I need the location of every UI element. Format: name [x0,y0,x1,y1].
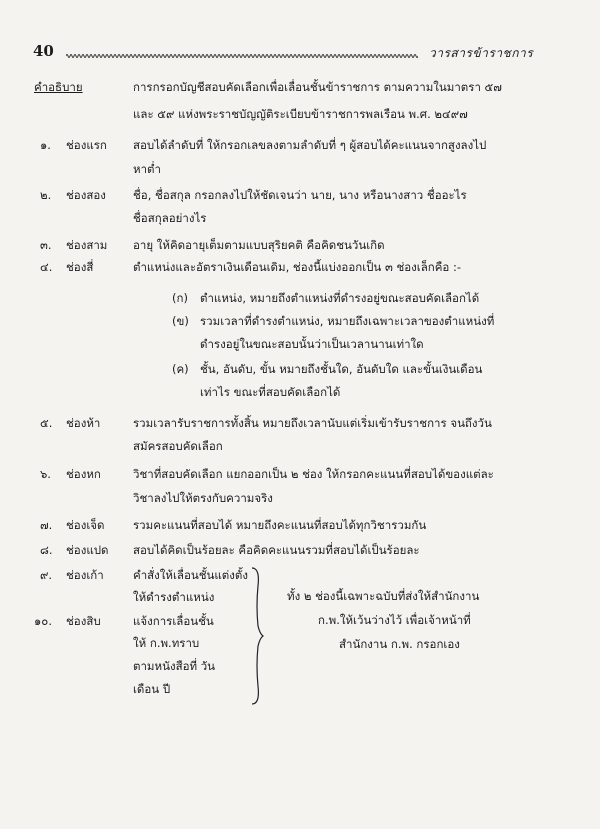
item-label: ช่องห้า [66,416,101,430]
item-label: ช่องเจ็ด [66,518,105,532]
note-line-1: ทั้ง ๒ ช่องนี้เฉพาะฉบับที่ส่งให้สำนักงาน [287,589,480,603]
item-text: แจ้งการเลื่อนชั้น [133,614,214,628]
item-text: สอบได้คิดเป็นร้อยละ คือคิดคะแนนรวมที่สอบได้เป็นร้อยละ [133,543,420,557]
item-number: ๗. [40,518,53,532]
item-label: ช่องสอง [66,188,106,202]
note-line-3: สำนักงาน ก.พ. กรอกเอง [339,637,460,651]
note-line-2: ก.พ.ให้เว้นว่างไว้ เพื่อเจ้าหน้าที่ [318,613,471,627]
item-text: ชื่อ, ชื่อสกุล กรอกลงไปให้ชัดเจนว่า นาย, นาง หรือนางสาว ชื่ออะไร [133,188,467,202]
item-text: ให้ดำรงตำแหน่ง [133,590,215,604]
item-label: ช่องสี่ [66,260,94,274]
item-label: ช่องสาม [66,238,108,252]
item-label: ช่องแปด [66,543,109,557]
explanation-line-1: การกรอกบัญชีสอบคัดเลือกเพื่อเลื่อนชั้นข้าราชการ ตามความในมาตรา ๕๗ [133,80,502,94]
item-text: สมัครสอบคัดเลือก [133,439,223,453]
item-number: ๔. [40,260,53,274]
item-number: ๑. [40,138,51,152]
header-rule [66,53,418,59]
item-label: ช่องหก [66,467,101,481]
item-text: ชื่อสกุลอย่างไร [133,211,207,225]
journal-title: วารสารข้าราชการ [429,46,534,60]
sub-item-text: เท่าไร ขณะที่สอบคัดเลือกได้ [200,385,341,399]
sub-item-text: ดำรงอยู่ในขณะสอบนั้นว่าเป็นเวลานานเท่าใด [200,337,424,351]
item-text: รวมคะแนนที่สอบได้ หมายถึงคะแนนที่สอบได้ทุกวิชารวมกัน [133,518,427,532]
item-text: วิชาที่สอบคัดเลือก แยกออกเป็น ๒ ช่อง ให้กรอกคะแนนที่สอบได้ของแต่ละ [133,467,494,481]
item-label: ช่องแรก [66,138,107,152]
explanation-label: คำอธิบาย [34,80,83,94]
page-number: 40 [33,42,54,60]
item-number: ๖. [40,467,51,481]
item-number: ๑๐. [34,614,52,628]
item-label: ช่องเก้า [66,568,104,582]
item-text: สอบได้ลำดับที่ ให้กรอกเลขลงตามลำดับที่ ๆ ผู้สอบได้คะแนนจากสูงลงไป [133,138,487,152]
explanation-line-2: และ ๕๙ แห่งพระราชบัญญัติระเบียบข้าราชการพลเรือน พ.ศ. ๒๔๙๗ [133,107,468,121]
item-text: รวมเวลารับราชการทั้งสิ้น หมายถึงเวลานับแต่เริ่มเข้ารับราชการ จนถึงวัน [133,416,492,430]
item-text: อายุ ให้คิดอายุเต็มตามแบบสุริยคติ คือคิดชนวันเกิด [133,238,385,252]
sub-item-text: ตำแหน่ง, หมายถึงตำแหน่งที่ดำรงอยู่ขณะสอบคัดเลือกได้ [200,291,480,305]
item-number: ๘. [40,543,53,557]
item-label: ช่องสิบ [66,614,101,628]
sub-item-mark: (ก) [172,291,188,305]
item-text: คำสั่งให้เลื่อนชั้นแต่งตั้ง [133,568,248,582]
item-text: วิชาลงไปให้ตรงกับความจริง [133,491,273,505]
sub-item-mark: (ข) [172,314,189,328]
item-text: ตามหนังสือที่ วัน [133,659,216,673]
item-number: ๕. [40,416,53,430]
item-text: เดือน ปี [133,682,171,696]
sub-item-mark: (ค) [172,362,189,376]
item-text: หาต่ำ [133,162,161,176]
right-brace [250,566,264,706]
item-number: ๓. [40,238,52,252]
sub-item-text: ชั้น, อันดับ, ขั้น หมายถึงชั้นใด, อันดับใด และขั้นเงินเดือน [200,362,483,376]
item-text: ตำแหน่งและอัตราเงินเดือนเดิม, ช่องนี้แบ่งออกเป็น ๓ ช่องเล็กคือ :- [133,260,462,274]
item-text: ให้ ก.พ.ทราบ [133,636,200,650]
item-number: ๒. [40,188,52,202]
item-number: ๙. [40,568,53,582]
sub-item-text: รวมเวลาที่ดำรงตำแหน่ง, หมายถึงเฉพาะเวลาของตำแหน่งที่ [200,314,495,328]
